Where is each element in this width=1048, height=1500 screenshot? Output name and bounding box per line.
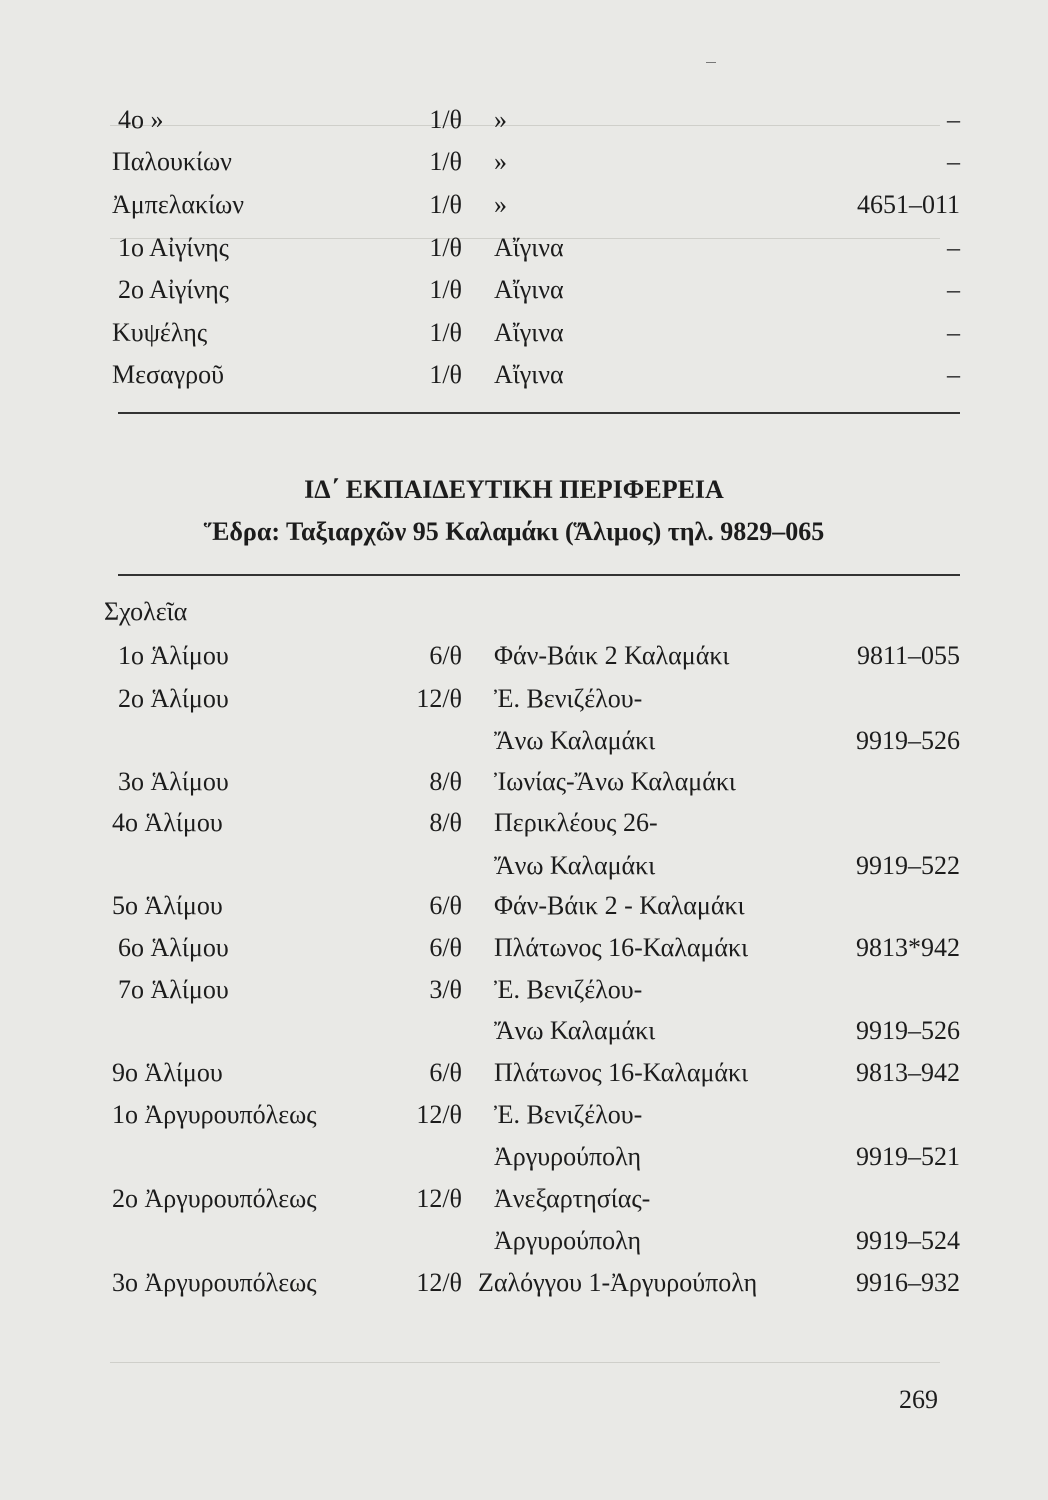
school-phone: –: [947, 318, 960, 347]
school-address: Αἴγινα: [494, 275, 564, 304]
class-count: 8/θ: [429, 808, 462, 837]
table-row: [0, 803, 1048, 843]
school-name: 2ο Αἰγίνης: [118, 275, 229, 304]
section-title: ΙΔ΄ ΕΚΠΑΙΔΕΥΤΙΚΗ ΠΕΡΙΦΕΡΕΙΑ: [304, 475, 724, 504]
table-row: [0, 313, 1048, 353]
school-address: Πλάτωνος 16-Καλαμάκι: [494, 1058, 749, 1087]
table-row: [0, 142, 1048, 182]
school-phone: 9813*942: [856, 933, 960, 962]
show-through-line: [110, 1362, 940, 1363]
school-name: 3ο Ἁλίμου: [118, 767, 229, 796]
school-phone: 9919–526: [856, 726, 960, 755]
school-address: Ἄνω Καλαμάκι: [494, 1016, 656, 1045]
school-address: Αἴγινα: [494, 360, 564, 389]
school-address: »: [494, 105, 507, 134]
class-count: 6/θ: [429, 641, 462, 670]
school-phone: 9813–942: [856, 1058, 960, 1087]
table-row: [0, 1011, 1048, 1051]
divider-rule: [118, 412, 960, 414]
class-count: 6/θ: [429, 933, 462, 962]
schools-heading: Σχολεῖα: [104, 597, 188, 626]
school-name: 1ο Ἀργυρουπόλεως: [112, 1100, 317, 1129]
table-row: [0, 886, 1048, 926]
page-number: 269: [899, 1385, 938, 1414]
class-count: 6/θ: [429, 1058, 462, 1087]
table-row: [0, 970, 1048, 1010]
table-row: [0, 100, 1048, 140]
table-row: [0, 355, 1048, 395]
table-row: [0, 762, 1048, 802]
class-count: 1/θ: [429, 190, 462, 219]
table-row: [0, 1221, 1048, 1261]
school-address: Ἀνεξαρτησίας-: [494, 1184, 651, 1213]
school-phone: –: [947, 275, 960, 304]
school-address: Πλάτωνος 16-Καλαμάκι: [494, 933, 749, 962]
school-phone: 4651–011: [856, 190, 960, 219]
table-row: [0, 1137, 1048, 1177]
table-row: [0, 270, 1048, 310]
school-address: »: [494, 190, 507, 219]
school-address: Ἄνω Καλαμάκι: [494, 726, 656, 755]
class-count: 1/θ: [429, 360, 462, 389]
school-phone: –: [947, 360, 960, 389]
table-row: [0, 1095, 1048, 1135]
school-name: 7ο Ἁλίμου: [118, 975, 229, 1004]
school-address: Ἐ. Βενιζέλου-: [494, 975, 643, 1004]
school-name: 1ο Αἰγίνης: [118, 233, 229, 262]
school-name: 4ο »: [118, 105, 164, 134]
table-row: [0, 185, 1048, 225]
class-count: 12/θ: [416, 1268, 462, 1297]
stray-mark: [706, 62, 716, 63]
school-address: Ἐ. Βενιζέλου-: [494, 1100, 643, 1129]
class-count: 1/θ: [429, 318, 462, 347]
school-address: Ἀργυρούπολη: [494, 1226, 642, 1255]
section-subtitle: Ἕδρα: Ταξιαρχῶν 95 Καλαμάκι (Ἅλιμος) τηλ. 9829–065: [203, 517, 825, 546]
table-row: [0, 721, 1048, 761]
class-count: 8/θ: [429, 767, 462, 796]
class-count: 3/θ: [429, 975, 462, 1004]
school-address: Ζαλόγγου 1-Ἀργυρούπολη: [478, 1268, 758, 1297]
school-address: Ἰωνίας-Ἄνω Καλαμάκι: [494, 767, 736, 796]
table-row: [0, 1179, 1048, 1219]
school-phone: 9919–521: [856, 1142, 960, 1171]
school-address: Ἐ. Βενιζέλου-: [494, 684, 643, 713]
class-count: 1/θ: [429, 275, 462, 304]
class-count: 12/θ: [416, 1184, 462, 1213]
school-address: »: [494, 147, 507, 176]
class-count: 1/θ: [429, 147, 462, 176]
divider-rule: [118, 574, 960, 576]
school-name: 1ο Ἁλίμου: [118, 641, 229, 670]
table-row: [0, 1053, 1048, 1093]
school-phone: –: [947, 147, 960, 176]
school-name: 2ο Ἀργυρουπόλεως: [112, 1184, 317, 1213]
school-address: Ἀργυρούπολη: [494, 1142, 642, 1171]
table-row: [0, 636, 1048, 676]
school-phone: –: [947, 233, 960, 262]
school-name: Μεσαγροῦ: [112, 360, 225, 389]
school-name: 3ο Ἀργυρουπόλεως: [112, 1268, 317, 1297]
school-address: Αἴγινα: [494, 318, 564, 347]
school-address: Περικλέους 26-: [494, 808, 658, 837]
school-name: 2ο Ἁλίμου: [118, 684, 229, 713]
school-phone: 9919–522: [856, 851, 960, 880]
class-count: 6/θ: [429, 891, 462, 920]
school-phone: 9919–524: [856, 1226, 960, 1255]
school-phone: 9811–055: [856, 641, 960, 670]
school-name: 4ο Ἁλίμου: [112, 808, 223, 837]
table-row: [0, 846, 1048, 886]
school-name: Παλουκίων: [112, 147, 232, 176]
class-count: 1/θ: [429, 233, 462, 262]
table-row: [0, 228, 1048, 268]
school-name: 6ο Ἁλίμου: [118, 933, 229, 962]
school-name: Κυψέλης: [112, 318, 208, 347]
school-phone: 9919–526: [856, 1016, 960, 1045]
school-address: Ἄνω Καλαμάκι: [494, 851, 656, 880]
school-phone: –: [947, 105, 960, 134]
class-count: 12/θ: [416, 1100, 462, 1129]
school-address: Αἴγινα: [494, 233, 564, 262]
school-address: Φάν-Βάικ 2 Καλαμάκι: [494, 641, 730, 670]
table-row: [0, 1263, 1048, 1303]
class-count: 1/θ: [429, 105, 462, 134]
class-count: 12/θ: [416, 684, 462, 713]
table-row: [0, 928, 1048, 968]
school-name: Ἀμπελακίων: [112, 190, 244, 219]
school-name: 5ο Ἁλίμου: [112, 891, 223, 920]
school-address: Φάν-Βάικ 2 - Καλαμάκι: [494, 891, 745, 920]
school-name: 9ο Ἁλίμου: [112, 1058, 223, 1087]
school-phone: 9916–932: [856, 1268, 960, 1297]
table-row: [0, 679, 1048, 719]
